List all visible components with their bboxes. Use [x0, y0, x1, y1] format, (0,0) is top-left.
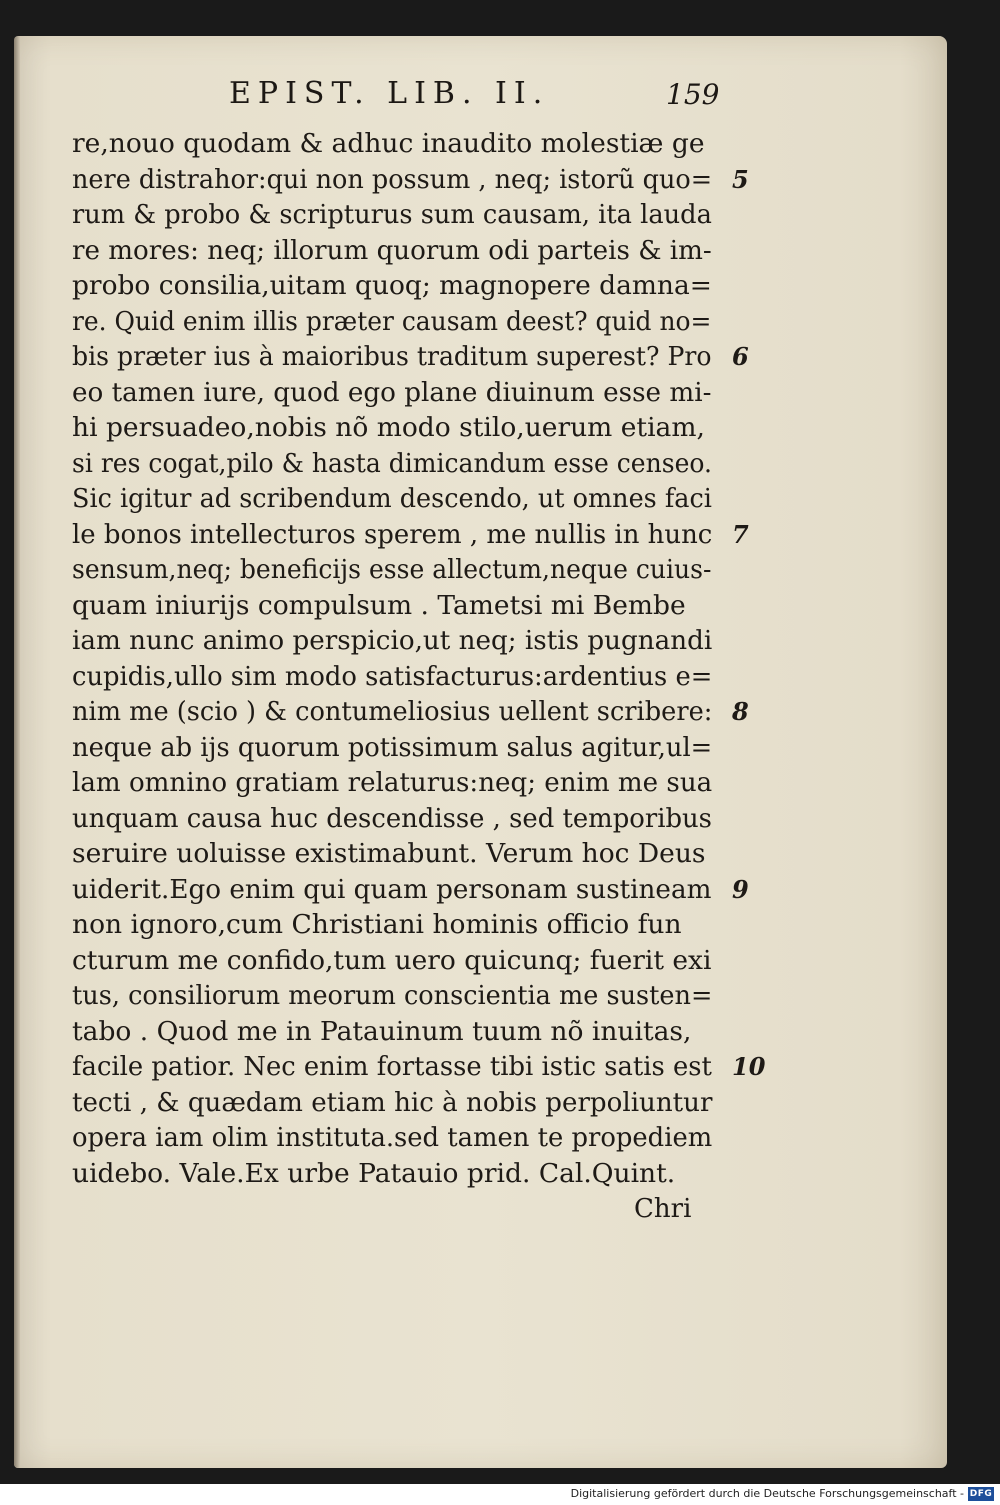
text-line: [72, 1049, 772, 1085]
text-line: [72, 872, 772, 908]
running-head: [14, 76, 947, 116]
line-text: quam iniurijs compulsum . Tametsi mi Bembe: [72, 589, 686, 621]
margin-number: 6: [732, 342, 749, 371]
text-line: [72, 943, 772, 979]
margin-number: 10: [732, 1052, 766, 1081]
text-line: [72, 1014, 772, 1050]
text-line: [72, 268, 772, 304]
line-text: le bonos intellecturos sperem , me nullis in hunc: [72, 518, 713, 550]
line-text: bis præter ius à maioribus traditum superest? Pro: [72, 341, 712, 372]
dfg-logo: DFG: [969, 1489, 993, 1499]
line-text: nere distrahor:qui non possum , neq; istorũ quo=: [72, 163, 713, 195]
text-line: [72, 1120, 772, 1156]
line-text: re. Quid enim illis præter causam deest? quid no=: [72, 305, 712, 337]
text-line: [72, 481, 772, 517]
text-line: [72, 907, 772, 943]
line-text: sensum,neq; beneficijs esse allectum,neque cuius-: [72, 554, 712, 585]
line-text: opera iam olim instituta.sed tamen te propediem: [72, 1122, 713, 1153]
line-text: re,nouo quodam & adhuc inaudito molestiæ ge: [72, 128, 705, 159]
text-line: [72, 552, 772, 588]
line-text: facile patior. Nec enim fortasse tibi istic satis est: [72, 1051, 712, 1082]
text-line: [72, 659, 772, 695]
footer-bar: [0, 1484, 1000, 1505]
margin-number: 9: [732, 874, 749, 904]
text-line: [72, 375, 772, 411]
line-text: uiderit.Ego enim qui quam personam sustineam: [72, 873, 712, 905]
text-line: [72, 978, 772, 1014]
line-text: cturum me confido,tum uero quicunq; fuerit exi: [72, 944, 712, 976]
margin-number: 5: [732, 164, 749, 194]
text-line: [72, 801, 772, 837]
line-text: iam nunc animo perspicio,ut neq; istis pugnandi: [72, 625, 713, 656]
text-line: [72, 162, 772, 198]
line-text: neque ab ijs quorum potissimum salus agitur,ul=: [72, 731, 713, 763]
page-number: 159: [666, 78, 720, 111]
text-line: [72, 233, 772, 269]
margin-number: 7: [732, 519, 749, 549]
text-line: [72, 836, 772, 872]
text-line: [72, 730, 772, 766]
line-text: rum & probo & scripturus sum causam, ita lauda: [72, 199, 712, 230]
line-text: tecti , & quædam etiam hic à nobis perpoliuntur: [72, 1086, 713, 1118]
line-text: cupidis,ullo sim modo satisfacturus:ardentius e=: [72, 660, 713, 692]
funding-credit: Digitalisierung gefördert durch die Deutsche Forschungsgemeinschaft -: [570, 1487, 964, 1500]
line-text: hi persuadeo,nobis nõ modo stilo,uerum etiam,: [72, 412, 705, 443]
text-line: [72, 446, 772, 482]
margin-number: 8: [732, 697, 749, 726]
line-text: re mores: neq; illorum quorum odi parteis & im-: [72, 234, 712, 266]
line-text: tus, consiliorum meorum conscientia me susten=: [72, 980, 713, 1011]
text-line: [72, 339, 772, 375]
body-text: [72, 126, 772, 1191]
line-text: tabo . Quod me in Patauinum tuum nõ inuitas,: [72, 1015, 692, 1047]
running-head-title: EPIST. LIB. II.: [229, 76, 550, 111]
line-text: Sic igitur ad scribendum descendo, ut omnes faci: [72, 483, 712, 514]
line-text: seruire uoluisse existimabunt. Verum hoc Deus: [72, 838, 706, 869]
text-line: [72, 410, 772, 446]
text-line: [72, 197, 772, 233]
line-text: non ignoro,cum Christiani hominis officio fun: [72, 909, 682, 940]
text-line: [72, 1085, 772, 1121]
text-line: [72, 694, 772, 730]
text-line: [72, 765, 772, 801]
text-line: [72, 588, 772, 624]
line-text: lam omnino gratiam relaturus:neq; enim me sua: [72, 767, 713, 798]
text-line: [72, 517, 772, 553]
line-text: eo tamen iure, quod ego plane diuinum esse mi-: [72, 376, 712, 408]
catchword: Chri: [634, 1194, 692, 1224]
line-text: unquam causa huc descendisse , sed temporibus: [72, 802, 712, 834]
text-line: [72, 1156, 772, 1192]
book-page: [14, 36, 947, 1468]
line-text: probo consilia,uitam quoq; magnopere damna=: [72, 270, 712, 301]
text-line: [72, 623, 772, 659]
text-line: [72, 126, 772, 162]
page-edge: [14, 36, 20, 1468]
line-text: si res cogat,pilo & hasta dimicandum esse censeo.: [72, 447, 713, 479]
line-text: uidebo. Vale.Ex urbe Patauio prid. Cal.Quint.: [72, 1157, 676, 1189]
line-text: nim me (scio ) & contumeliosius uellent scribere:: [72, 696, 713, 727]
text-line: [72, 304, 772, 340]
